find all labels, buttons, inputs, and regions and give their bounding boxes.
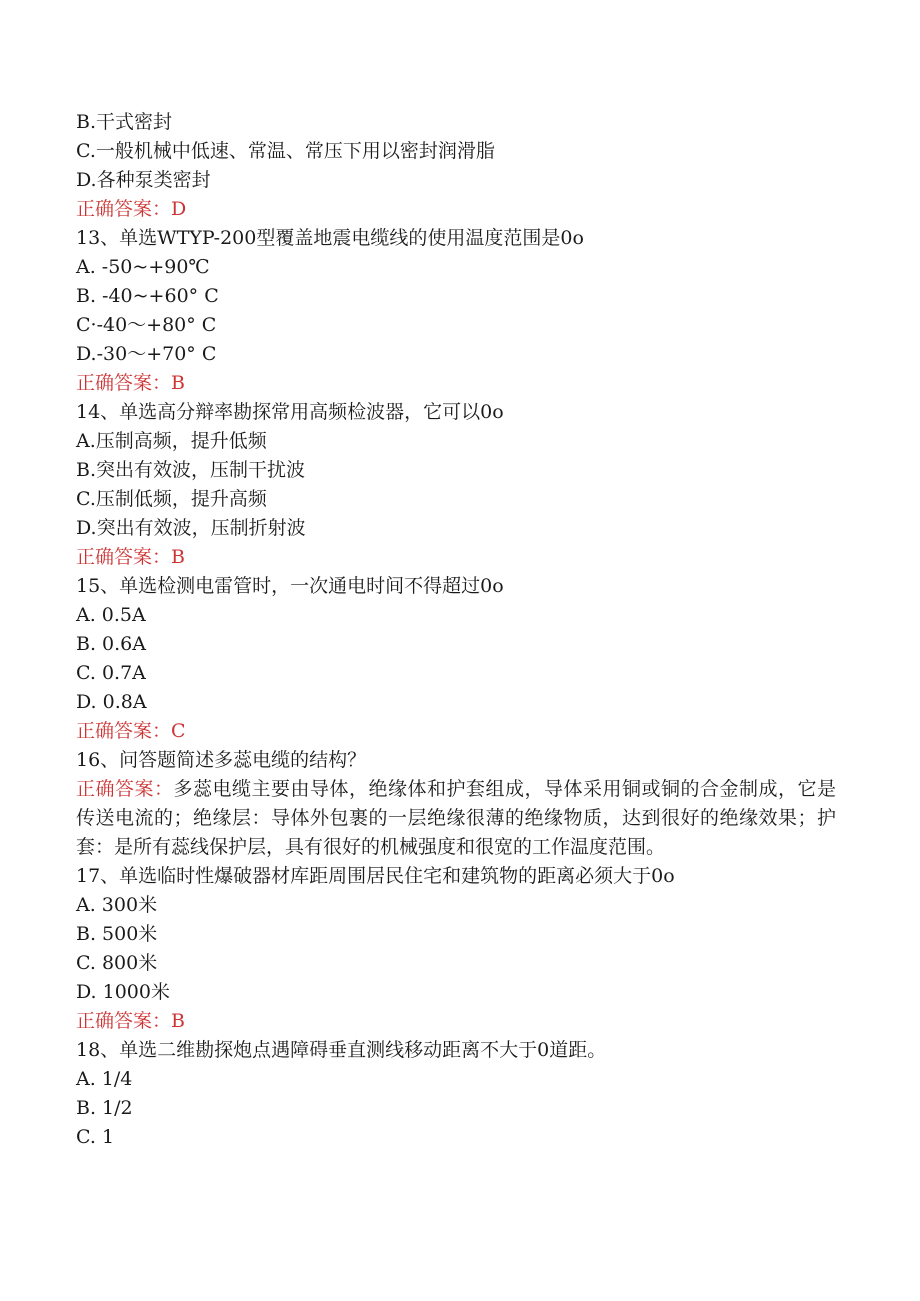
option-text: D.突出有效波，压制折射波 bbox=[76, 517, 306, 539]
option-text: A. 0.5A bbox=[76, 604, 146, 626]
answer-label: 正确答案： bbox=[76, 1010, 172, 1032]
answer-line bbox=[76, 1007, 836, 1036]
answer-paragraph bbox=[76, 775, 836, 862]
option-text: C.压制低频，提升高频 bbox=[76, 488, 267, 510]
option-text: D.各种泵类密封 bbox=[76, 169, 211, 191]
option-text: B.干式密封 bbox=[76, 111, 173, 133]
option-text: C. 0.7A bbox=[76, 662, 146, 684]
option-text: B. 1/2 bbox=[76, 1097, 133, 1119]
option-text: D.-30～+70° C bbox=[76, 343, 217, 365]
question-text: 16、问答题简述多蕊电缆的结构？ bbox=[76, 749, 367, 771]
question-text: 13、单选WTYP-200型覆盖地震电缆线的使用温度范围是0o bbox=[76, 227, 584, 249]
answer-label: 正确答案： bbox=[76, 198, 172, 220]
answer-value: B bbox=[171, 1010, 185, 1032]
option-text: B. 0.6A bbox=[76, 633, 146, 655]
answer-line bbox=[76, 717, 836, 746]
question-text: 15、单选检测电雷管时，一次通电时间不得超过0o bbox=[76, 575, 504, 597]
answer-label: 正确答案： bbox=[76, 778, 174, 800]
question-list bbox=[76, 108, 836, 1152]
answer-value: D bbox=[171, 198, 187, 220]
option-text: B. -40~+60° C bbox=[76, 285, 219, 307]
option-text: B.突出有效波，压制干扰波 bbox=[76, 459, 306, 481]
option-text: C·-40～+80° C bbox=[76, 314, 217, 336]
answer-line bbox=[76, 543, 836, 572]
answer-value: C bbox=[171, 720, 186, 742]
option-text: A.压制高频，提升低频 bbox=[76, 430, 267, 452]
question-text: 18、单选二维勘探炮点遇障碍垂直测线移动距离不大于0道距。 bbox=[76, 1039, 607, 1061]
answer-value: B bbox=[171, 372, 185, 394]
option-text: A. 300米 bbox=[76, 894, 158, 916]
question-text: 14、单选高分辩率勘探常用高频检波器，它可以0o bbox=[76, 401, 504, 423]
answer-text: 多蕊电缆主要由导体，绝缘体和护套组成，导体采用铜或铜的合金制成，它是传送电流的；绝缘层：导体外包裹的一层绝缘很薄的绝缘物质，达到很好的绝缘效果；护套：是所有蕊线保护层，具有很好的机械强度和很宽的工作温度范围。 bbox=[76, 778, 836, 858]
question-text: 17、单选临时性爆破器材库距周围居民住宅和建筑物的距离必须大于0o bbox=[76, 865, 675, 887]
answer-label: 正确答案： bbox=[76, 372, 172, 394]
answer-line bbox=[76, 195, 836, 224]
option-text: B. 500米 bbox=[76, 923, 158, 945]
answer-line bbox=[76, 369, 836, 398]
answer-label: 正确答案： bbox=[76, 546, 172, 568]
option-text: D. 0.8A bbox=[76, 691, 147, 713]
option-text: C. 1 bbox=[76, 1126, 115, 1148]
option-text: C. 800米 bbox=[76, 952, 158, 974]
option-text: A. 1/4 bbox=[76, 1068, 133, 1090]
option-text: A. -50~+90℃ bbox=[76, 256, 210, 278]
answer-value: B bbox=[171, 546, 185, 568]
option-text: D. 1000米 bbox=[76, 981, 170, 1003]
answer-label: 正确答案： bbox=[76, 720, 172, 742]
option-text: C.一般机械中低速、常温、常压下用以密封润滑脂 bbox=[76, 140, 495, 162]
